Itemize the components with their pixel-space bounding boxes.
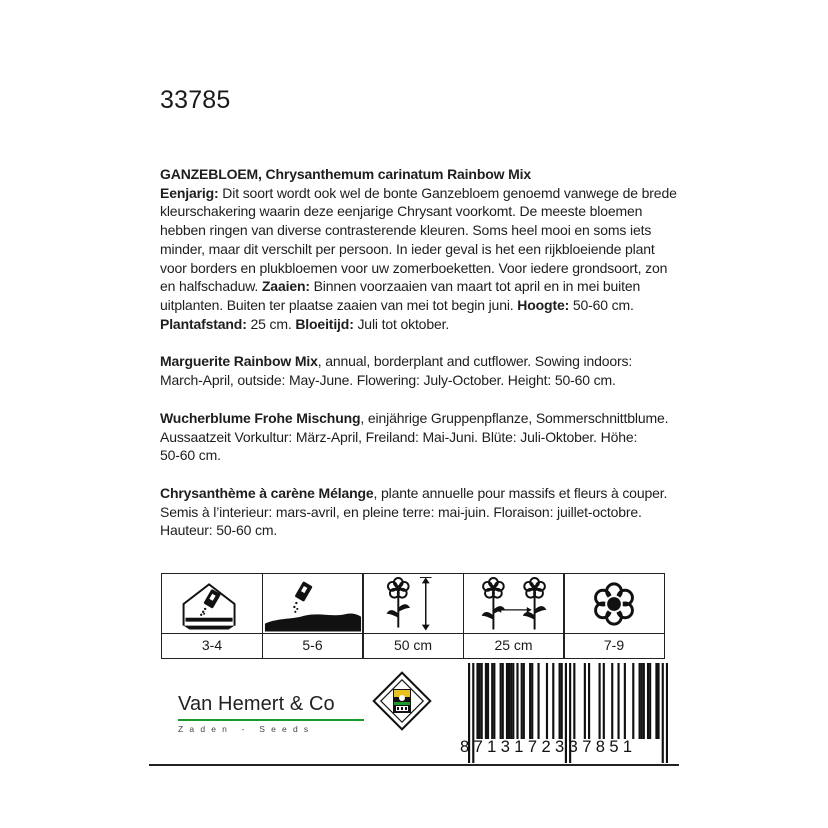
- dutch-title: GANZEBLOEM, Chrysanthemum carinatum Rainbow Mix: [160, 166, 531, 182]
- barcode-bar: [493, 663, 495, 739]
- plant-height-label: 50 cm: [363, 633, 463, 658]
- outdoor-sowing-label: 5-6: [263, 633, 363, 658]
- icon-cell-height: [362, 573, 464, 659]
- nl-line: [160, 184, 677, 203]
- fr-line: [160, 503, 668, 522]
- barcode-bar: [491, 663, 493, 739]
- barcode-bar: [552, 663, 554, 739]
- bold-term: Eenjarig:: [160, 184, 219, 201]
- barcode-bar: [573, 663, 575, 739]
- barcode-bar: [521, 663, 523, 739]
- barcode-bar: [611, 663, 613, 739]
- nl-line: [160, 240, 668, 259]
- text-run: , plante annuelle pour massifs et fleurs à couper.: [373, 485, 668, 501]
- dutch-description: [160, 165, 677, 333]
- barcode-bar: [476, 663, 478, 739]
- en-line: [160, 371, 668, 390]
- barcode-bar: [479, 663, 481, 739]
- flowering-label: 7-9: [564, 633, 664, 658]
- bold-term: Chrysanthème à carène Mélange: [160, 485, 374, 501]
- text-run: 50-60 cm.: [569, 296, 634, 313]
- barcode-bar: [506, 663, 508, 739]
- brand-name: Van Hemert & Co: [178, 693, 335, 715]
- nl-line: [160, 296, 668, 315]
- flowering-icon: [564, 574, 664, 634]
- bold-term: Plantafstand:: [160, 315, 247, 332]
- nl-line: [160, 277, 668, 296]
- barcode-number: 8713172337851: [460, 738, 637, 756]
- brand-block: [178, 693, 364, 734]
- barcode-bar: [561, 663, 563, 739]
- bold-term: Zaaien:: [261, 278, 310, 295]
- text-run: uitplanten. Buiten ter plaatse zaaien van mei tot begin juni.: [160, 296, 518, 313]
- bold-term: Hoogte:: [517, 296, 570, 313]
- icon-cell-spacing: [463, 573, 565, 659]
- barcode-bar: [603, 663, 605, 739]
- bold-term: Bloeitijd:: [295, 315, 354, 332]
- barcode-bar: [537, 663, 539, 739]
- brand-subtitle: Zaden - Seeds: [178, 723, 315, 734]
- barcode-bar: [516, 663, 518, 739]
- text-run: Binnen voorzaaien van maart tot april en in mei buiten: [309, 278, 641, 295]
- text-run: voor borders en plukbloemen voor uw zomerboeketten. Voor iedere grondsoort, zon: [160, 259, 668, 276]
- greenhouse-sowing-label: 3-4: [162, 633, 262, 658]
- icon-cell-greenhouse: [161, 573, 263, 659]
- barcode-bar: [639, 663, 641, 739]
- text-run: Aussaatzeit Vorkultur: März-April, Freiland: Mai-Juni. Blüte: Juli-Oktober. Höhe:: [160, 428, 638, 445]
- text-run: kleurschakering waarin deze eenjarige Chrysant voorkomt. De meeste bloemen: [160, 203, 643, 220]
- text-run: 25 cm.: [246, 315, 296, 332]
- barcode-bar: [523, 663, 525, 739]
- plant-spacing-icon: [464, 574, 564, 634]
- greenhouse-sowing-icon: [162, 574, 262, 634]
- bold-term: Marguerite Rainbow Mix: [160, 353, 318, 369]
- barcode-bar: [500, 663, 502, 739]
- text-run: hebben ringen van diverse contrasterende kleuren. Soms heel mooi en soms iets: [160, 222, 652, 239]
- nl-line: [160, 202, 668, 221]
- french-description: [160, 484, 668, 540]
- de-line: [160, 446, 668, 465]
- brand-divider: [178, 719, 364, 721]
- barcode-bar: [657, 663, 659, 739]
- de-line: [160, 428, 668, 447]
- sowing-info-icons: [161, 573, 665, 659]
- german-description: [160, 409, 668, 465]
- barcode-bar: [485, 663, 487, 739]
- company-logo-icon: [372, 671, 432, 731]
- barcode-bar: [647, 663, 649, 739]
- bottom-divider: [149, 764, 679, 766]
- barcode-bar: [512, 663, 514, 739]
- icon-cell-flowering: [563, 573, 665, 659]
- text-run: Semis à l’interieur: mars-avril, en pleine terre: mai-juin. Floraison: juillet-octobre.: [160, 503, 642, 520]
- barcode-bar: [546, 663, 548, 739]
- barcode-bar: [617, 663, 619, 739]
- text-run: minder, maar dit verschilt per persoon. In ieder geval is het een rijkbloeiende plant: [160, 240, 655, 257]
- barcode-bar: [624, 663, 626, 739]
- fr-line: [160, 521, 668, 540]
- nl-line: [160, 315, 668, 334]
- nl-line: [160, 221, 668, 240]
- barcode-bar: [508, 663, 510, 739]
- product-code: 33785: [160, 86, 231, 114]
- dutch-body: [160, 184, 677, 334]
- barcode-bar: [643, 663, 645, 739]
- barcode-bar: [599, 663, 601, 739]
- barcode-bar: [559, 663, 561, 739]
- text-run: en halfschaduw.: [160, 278, 262, 295]
- barcode-bar: [649, 663, 651, 739]
- barcode-bar: [588, 663, 590, 739]
- barcode-bar: [487, 663, 489, 739]
- barcode-bar: [641, 663, 643, 739]
- barcode-bar: [510, 663, 512, 739]
- nl-line: [160, 259, 668, 278]
- plant-spacing-label: 25 cm: [464, 633, 564, 658]
- text-run: March-April, outside: May-June. Flowering: July-October. Height: 50-60 cm.: [160, 371, 616, 388]
- barcode-bar: [502, 663, 504, 739]
- icon-cell-outdoor: [262, 573, 364, 659]
- fr-line: [160, 484, 668, 503]
- text-run: , einjährige Gruppenpflanze, Sommerschnittblume.: [360, 410, 669, 426]
- barcode-bar: [632, 663, 634, 739]
- barcode-bar: [584, 663, 586, 739]
- barcode-bar: [655, 663, 657, 739]
- text-run: Hauteur: 50-60 cm.: [160, 522, 278, 539]
- barcode-bar: [531, 663, 533, 739]
- plant-height-icon: [363, 574, 463, 634]
- de-line: [160, 409, 668, 428]
- bold-term: Wucherblume Frohe Mischung: [160, 410, 361, 426]
- en-line: [160, 352, 668, 371]
- text-run: Dit soort wordt ook wel de bonte Ganzebloem genoemd vanwege de brede: [218, 184, 677, 201]
- text-run: , annual, borderplant and cutflower. Sowing indoors:: [317, 353, 633, 369]
- outdoor-sowing-icon: [263, 574, 363, 634]
- barcode-bar: [529, 663, 531, 739]
- text-run: 50-60 cm.: [160, 447, 221, 464]
- english-description: [160, 352, 668, 389]
- text-run: Juli tot oktober.: [353, 315, 450, 332]
- barcode-bar: [481, 663, 483, 739]
